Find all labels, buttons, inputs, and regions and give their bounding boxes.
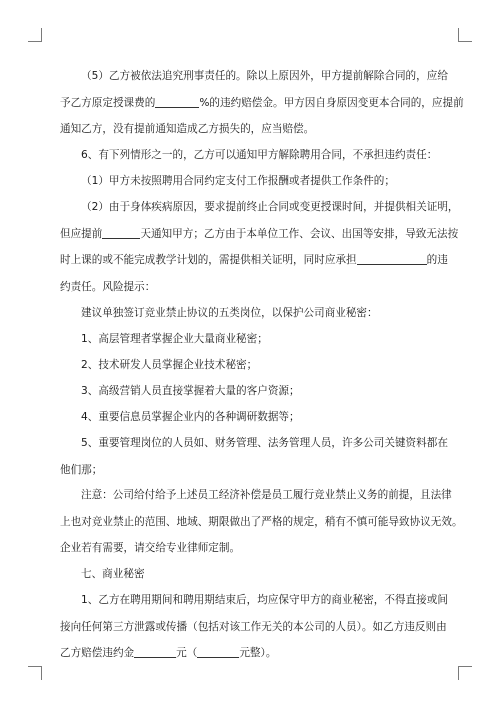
text-span: 但应提前 (60, 227, 103, 240)
crop-mark-top-left-h (28, 41, 42, 42)
fill-blank-penalty-amount (134, 645, 176, 658)
text-line (60, 247, 448, 274)
text-line: 2、技术研发人员掌握企业技术秘密； (81, 359, 258, 371)
paragraph (60, 194, 459, 300)
text-line (60, 640, 442, 667)
text-line: 注意：公司给付给予上述员工经济补偿是员工履行竞业禁止义务的前提，且法律 (81, 489, 452, 501)
crop-mark-top-right-h (458, 41, 472, 42)
text-line (60, 221, 459, 248)
text-span: 元（ (176, 647, 198, 659)
text-line: 接向任何第三方泄露或传播（包括对该工作无关的本公司的人员）。如乙方违反则由 (60, 620, 447, 633)
text-span: 的违 (426, 254, 448, 266)
paragraph (60, 587, 448, 667)
crop-mark-bottom-left-h (28, 666, 42, 667)
paragraph (60, 168, 442, 195)
text-line: 建议单独签订竞业禁止协议的五类岗位，以保护公司商业秘密： (81, 307, 378, 319)
text-span: %的违约赔偿金。甲方因自身原因变更本合同的，应提前 (199, 96, 464, 109)
text-line: 约责任。风险提示： (60, 280, 156, 293)
paragraph (60, 63, 464, 143)
crop-mark-top-left-v (41, 28, 42, 42)
text-line: （5）乙方被依法追究刑事责任的。除以上原因外，甲方提前解除合同的，应给 (81, 70, 448, 82)
text-line: 1、高层管理者掌握企业大量商业秘密； (81, 333, 268, 345)
list-item (60, 404, 442, 431)
fill-blank-liability (357, 252, 427, 265)
section-heading (60, 561, 442, 588)
text-line: 上也对竞业禁止的范围、地域、期限做出了严格的规定，稍有不慎可能导致协议无效。 (60, 515, 463, 528)
crop-mark-bottom-left-v (41, 666, 42, 680)
list-item (60, 430, 448, 483)
text-line: 通知乙方，没有提前通知造成乙方损失的，应当赔偿。 (60, 123, 315, 135)
text-line: 七、商业秘密 (81, 568, 145, 580)
text-line (60, 90, 464, 117)
list-item (60, 352, 442, 379)
crop-mark-bottom-right-h (458, 666, 472, 667)
fill-blank-percent (155, 95, 199, 108)
paragraph (60, 142, 442, 169)
list-item (60, 378, 442, 405)
crop-mark-bottom-right-v (458, 666, 459, 680)
text-span: 乙方赔偿违约金 (60, 647, 135, 659)
fill-blank-penalty-words (197, 645, 239, 658)
text-line: 企业若有需要，请交给专业律师定制。 (60, 542, 241, 554)
text-line: 5、重要管理岗位的人员如、财务管理、法务管理人员，许多公司关键资料都在 (81, 437, 448, 449)
text-span: 天通知甲方；乙方由于本单位工作、会议、出国等安排，导致无法按 (140, 227, 459, 240)
text-line: 6、有下列情形之一的，乙方可以通知甲方解除聘用合同，不承担违约责任： (81, 149, 438, 161)
text-line: 他们那； (60, 463, 103, 476)
text-span: 时上课的或不能完成教学计划的，需提供相关证明，同时应承担 (60, 254, 357, 266)
crop-mark-top-right-v (458, 28, 459, 42)
text-line: 1、乙方在聘用期间和聘用期结束后，均应保守甲方的商业秘密，不得直接或间 (81, 594, 448, 606)
note-paragraph (60, 482, 463, 562)
text-line: 4、重要信息员掌握企业内的各种调研数据等； (81, 411, 300, 423)
text-span: 予乙方原定授课费的 (60, 96, 156, 109)
text-line: 3、高级营销人员直接掌握着大量的客户资源； (81, 385, 300, 397)
fill-blank-days (102, 226, 140, 239)
text-span: 元整）。 (239, 647, 277, 659)
list-item (60, 326, 442, 353)
paragraph (60, 300, 442, 327)
text-line: （2）由于身体疾病原因，要求提前终止合同或变更授课时间，并提供相关证明， (81, 201, 459, 213)
text-line: （1）甲方未按照聘用合同约定支付工作报酬或者提供工作条件的； (81, 175, 395, 187)
